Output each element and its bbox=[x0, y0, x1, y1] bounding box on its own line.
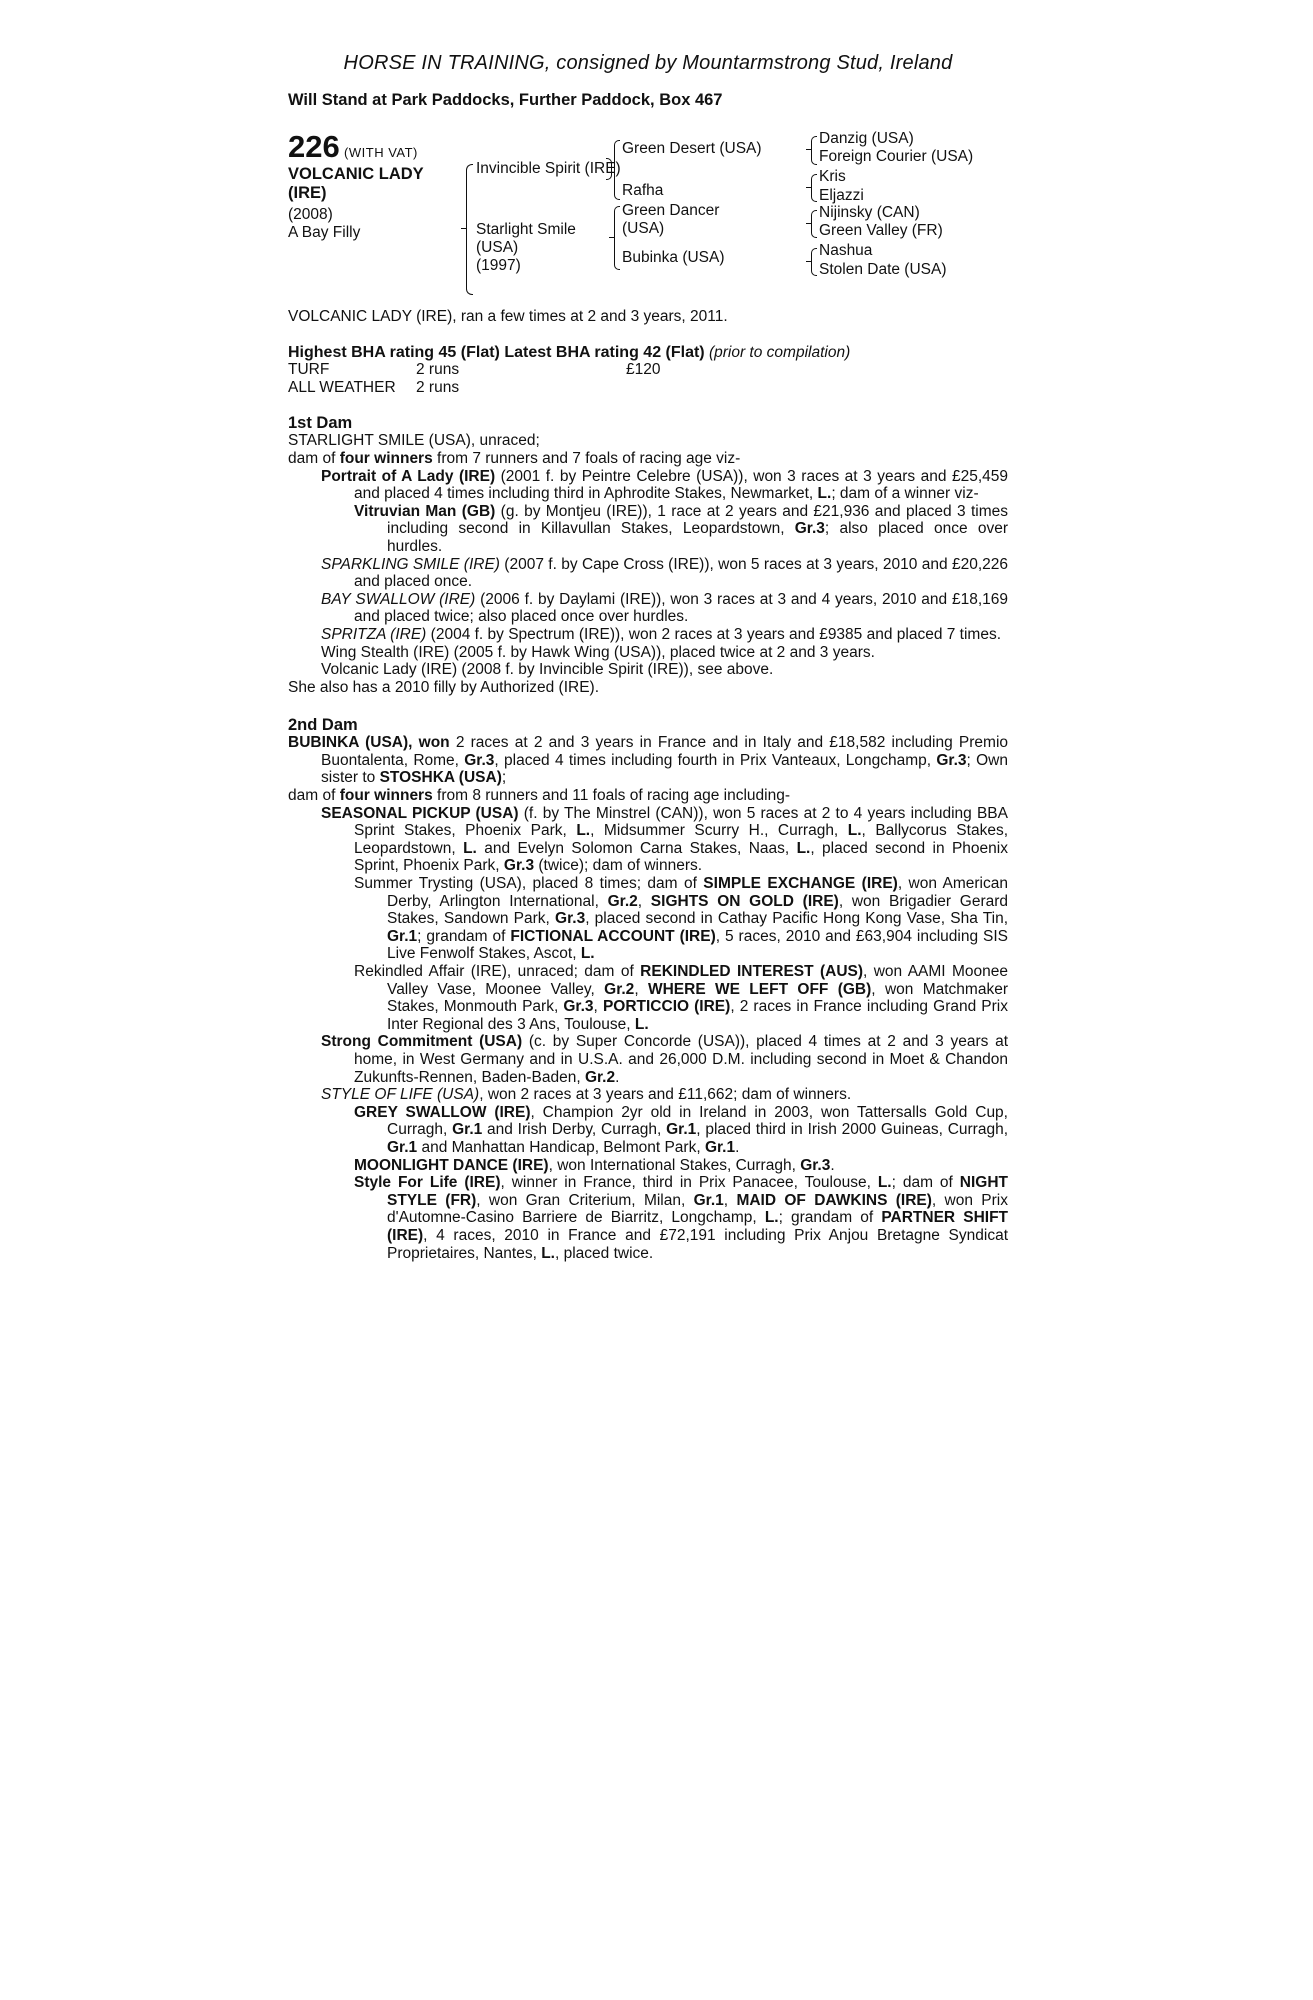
sire: Invincible Spirit (IRE) bbox=[476, 160, 621, 177]
grand-progeny-entry: Vitruvian Man (GB) (g. by Montjeu (IRE)), 1 race at 2 years and £21,936 and placed 3 times including second in Killavullan Stakes, Leopardstown, Gr.3; also placed once over hurdles. bbox=[354, 502, 1009, 555]
second-dam-heading: 2nd Dam bbox=[288, 716, 358, 735]
grand-progeny-entry: Style For Life (IRE), winner in France, third in Prix Panacee, Toulouse, L.; dam of NIGHT STYLE (FR), won Gran Criterium, Milan, Gr.1, MAID OF DAWKINS (IRE), won Prix d'Automne-Casino Barriere de Biarritz, Longchamp, L.; grandam of PARTNER SHIFT (IRE), 4 races, 2010 in France and £72,191 including Prix Anjou Bretagne Syndicat Proprietaires, Nantes, L., placed twice. bbox=[354, 1174, 1008, 1262]
dam-sire-sire: Nijinsky (CAN) bbox=[819, 204, 920, 221]
dam-year: (1997) bbox=[476, 257, 521, 274]
race-summary: VOLCANIC LADY (IRE), ran a few times at 2 and 3 years, 2011. bbox=[288, 308, 728, 325]
grand-progeny-entry: GREY SWALLOW (IRE), Champion 2yr old in Ireland in 2003, won Tattersalls Gold Cup, Curragh, Gr.1 and Irish Derby, Curragh, Gr.1, placed third in Irish 2000 Guineas, Curragh, Gr.1 and Manhattan Handicap, Belmont Park, Gr.1. bbox=[354, 1103, 1008, 1156]
first-dam-produce-line: dam of four winners from 7 runners and 7 foals of racing age viz- bbox=[288, 449, 741, 467]
grand-progeny-entry: Rekindled Affair (IRE), unraced; dam of REKINDLED INTEREST (AUS), won AAMI Moonee Valley Vase, Moonee Valley, Gr.2, WHERE WE LEFT OFF (GB), won Matchmaker Stakes, Monmouth Park, Gr.3, PORTICCIO (IRE), 2 races in France including Grand Prix Inter Regional des 3 Ans, Toulouse, L. bbox=[354, 963, 1008, 1033]
dam-dam-dam: Stolen Date (USA) bbox=[819, 261, 947, 278]
turf-runs: 2 runs bbox=[416, 361, 460, 379]
grand-progeny-entry: MOONLIGHT DANCE (IRE), won International Stakes, Curragh, Gr.3. bbox=[354, 1156, 835, 1174]
first-dam-note: She also has a 2010 filly by Authorized (IRE). bbox=[288, 678, 600, 696]
rating-line bbox=[288, 344, 1008, 362]
progeny-entry: SPARKLING SMILE (IRE) (2007 f. by Cape Cross (IRE)), won 5 races at 3 years, 2010 and £20,226 and placed once. bbox=[321, 555, 1008, 591]
ratings-section bbox=[288, 344, 1008, 397]
turf-label: TURF bbox=[288, 361, 330, 379]
sire-bracket bbox=[614, 140, 620, 200]
catalogue-page bbox=[288, 52, 1008, 1262]
progeny-entry: STYLE OF LIFE (USA), won 2 races at 3 years and £11,662; dam of winners. bbox=[321, 1086, 852, 1104]
dam-dam-sire: Nashua bbox=[819, 242, 873, 259]
turf-row bbox=[288, 361, 1008, 379]
turf-prize: £120 bbox=[626, 361, 661, 379]
sire-dam-bracket bbox=[466, 164, 473, 295]
second-dam-section bbox=[288, 716, 1008, 1262]
all-weather-row bbox=[288, 379, 1008, 397]
progeny-entry: Portrait of A Lady (IRE) (2001 f. by Peintre Celebre (USA)), won 3 races at 3 years and £25,459 and placed 4 times including third in Aphrodite Stakes, Newmarket, L.; dam of a winner viz- bbox=[321, 467, 1008, 503]
horse-name: VOLCANIC LADY bbox=[288, 165, 424, 183]
progeny-entry: SEASONAL PICKUP (USA) (f. by The Minstrel (CAN)), won 5 races at 2 to 4 years including BBA Sprint Stakes, Phoenix Park, L., Midsummer Scurry H., Curragh, L., Ballycorus Stakes, Leopardstown, L. and Evelyn Solomon Carna Stakes, Naas, L., placed second in Phoenix Sprint, Phoenix Park, Gr.3 (twice); dam of winners. bbox=[321, 804, 1008, 875]
horse-description: A Bay Filly bbox=[288, 224, 361, 241]
rating-note: (prior to compilation) bbox=[708, 343, 851, 361]
horse-name-suffix: (IRE) bbox=[288, 184, 327, 202]
grand-progeny-entry: Summer Trysting (USA), placed 8 times; dam of SIMPLE EXCHANGE (IRE), won American Derby, Arlington International, Gr.2, SIGHTS ON GOLD (IRE), won Brigadier Gerard Stakes, Sandown Park, Gr.3, placed second in Cathay Pacific Hong Kong Vase, Sha Tin, Gr.1; grandam of FICTIONAL ACCOUNT (IRE), 5 races, 2010 and £63,904 including SIS Live Fenwolf Stakes, Ascot, L. bbox=[354, 875, 1009, 963]
sire-dam: Rafha bbox=[622, 182, 664, 199]
bracket-tick bbox=[806, 223, 811, 224]
progeny-entry: Strong Commitment (USA) (c. by Super Concorde (USA)), placed 4 times at 2 and 3 years at home, in West Germany and in U.S.A. and 26,000 D.M. including second in Moet & Chandon Zukunfts-Rennen, Baden-Baden, Gr.2. bbox=[321, 1033, 1008, 1086]
progeny-entry: SPRITZA (IRE) (2004 f. by Spectrum (IRE)), won 2 races at 3 years and £9385 and placed 7 times. bbox=[321, 625, 1002, 643]
page-header: HORSE IN TRAINING, consigned by Mountarmstrong Stud, Ireland bbox=[343, 52, 953, 74]
bha-ratings: Highest BHA rating 45 (Flat) Latest BHA rating 42 (Flat) bbox=[288, 343, 705, 361]
vat-note: (WITH VAT) bbox=[344, 145, 418, 160]
first-dam-heading: 1st Dam bbox=[288, 414, 353, 433]
sire-connector bbox=[606, 158, 612, 180]
sire-sire-sire: Danzig (USA) bbox=[819, 130, 914, 147]
pedigree-block bbox=[288, 130, 1008, 300]
bracket-tick bbox=[806, 261, 811, 262]
ss-bracket bbox=[811, 136, 817, 165]
sd-bracket bbox=[811, 174, 817, 202]
ds-bracket bbox=[811, 210, 817, 238]
first-dam-section bbox=[288, 414, 1008, 696]
sire-sire: Green Desert (USA) bbox=[622, 140, 762, 157]
dam-sire-dam: Green Valley (FR) bbox=[819, 222, 943, 239]
dam-name: Starlight Smile bbox=[476, 221, 576, 238]
dam-dam: Bubinka (USA) bbox=[622, 249, 725, 266]
foaled-year: (2008) bbox=[288, 206, 333, 223]
second-dam-produce-line: dam of four winners from 8 runners and 11 foals of racing age including- bbox=[288, 787, 790, 805]
progeny-entry: Wing Stealth (IRE) (2005 f. by Hawk Wing (USA)), placed twice at 2 and 3 years. bbox=[321, 643, 875, 661]
dam-sire-origin: (USA) bbox=[622, 220, 665, 237]
stand-location: Will Stand at Park Paddocks, Further Paddock, Box 467 bbox=[288, 91, 723, 109]
progeny-entry: BAY SWALLOW (IRE) (2006 f. by Daylami (IRE)), won 3 races at 3 and 4 years, 2010 and £18,169 and placed twice; also placed once over hurdles. bbox=[321, 590, 1008, 626]
lot-number-line bbox=[288, 129, 418, 164]
dd-bracket bbox=[811, 248, 817, 276]
bracket-tick bbox=[609, 237, 614, 238]
lot-number: 226 bbox=[288, 129, 340, 164]
progeny-entry: Volcanic Lady (IRE) (2008 f. by Invincible Spirit (IRE)), see above. bbox=[321, 661, 774, 679]
aw-label: ALL WEATHER bbox=[288, 378, 396, 396]
first-dam-line: STARLIGHT SMILE (USA), unraced; bbox=[288, 432, 540, 450]
bracket-tick bbox=[806, 149, 811, 150]
sire-dam-sire: Kris bbox=[819, 168, 846, 185]
sire-sire-dam: Foreign Courier (USA) bbox=[819, 148, 974, 165]
second-dam-line: BUBINKA (USA), won 2 races at 2 and 3 years in France and in Italy and £18,582 including Premio Buontalenta, Rome, Gr.3, placed 4 times including fourth in Prix Vanteaux, Longchamp, Gr.3; Own sister to STOSHKA (USA); bbox=[288, 734, 1009, 787]
dam-bracket bbox=[614, 206, 620, 270]
bracket-tick bbox=[806, 187, 811, 188]
dam-origin: (USA) bbox=[476, 239, 519, 256]
aw-runs: 2 runs bbox=[416, 378, 460, 396]
sire-dam-dam: Eljazzi bbox=[819, 187, 864, 204]
bracket-tick bbox=[461, 228, 466, 229]
dam-sire: Green Dancer bbox=[622, 202, 720, 219]
